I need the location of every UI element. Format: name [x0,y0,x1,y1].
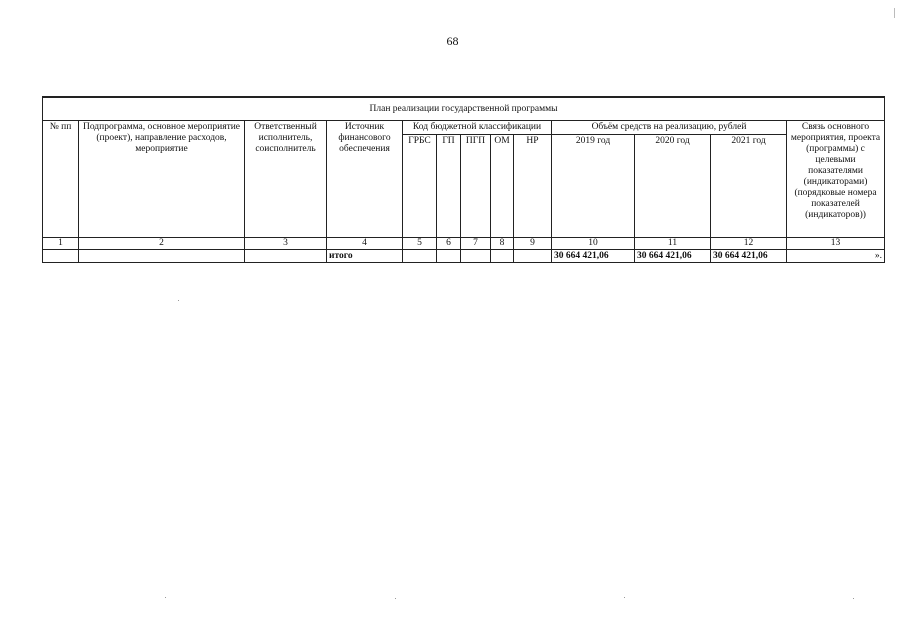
column-number-row [43,238,885,250]
column-number: 13 [787,238,885,250]
column-number: 12 [711,238,787,250]
total-value-2019: 30 664 421,06 [552,250,635,263]
subheader-gp: ГП [437,135,461,238]
total-cell-empty [245,250,327,263]
column-number: 11 [635,238,711,250]
scan-speck [853,598,854,599]
plan-table [42,96,885,263]
column-number: 6 [437,238,461,250]
column-number: 5 [403,238,437,250]
scan-speck [178,300,179,301]
column-number: 2 [79,238,245,250]
column-number: 9 [514,238,552,250]
total-label: итого [327,250,403,263]
total-cell-empty [43,250,79,263]
total-cell-empty [461,250,491,263]
header-budget-code: Код бюджетной классификации [403,121,552,135]
total-value-2021: 30 664 421,06 [711,250,787,263]
column-number: 7 [461,238,491,250]
scan-speck [165,597,166,598]
header-source: Источник финансового обеспечения [327,121,403,238]
column-number: 4 [327,238,403,250]
total-cell-empty [491,250,514,263]
total-value-2020: 30 664 421,06 [635,250,711,263]
subheader-nr: НР [514,135,552,238]
subheader-year-2020: 2020 год [635,135,711,238]
subheader-pgp: ПГП [461,135,491,238]
header-link: Связь основного мероприятия, проекта (программы) с целевыми показателями (индикаторами) (порядковые номера показателей (индикаторов)) [787,121,885,238]
header-num: № пп [43,121,79,238]
column-number: 8 [491,238,514,250]
subheader-om: ОМ [491,135,514,238]
header-subprogram: Подпрограмма, основное мероприятие (проект), направление расходов, мероприятие [79,121,245,238]
total-cell-empty [437,250,461,263]
scan-speck [624,597,625,598]
page-number: 68 [446,34,459,48]
column-number: 3 [245,238,327,250]
scan-edge-mark [894,8,895,18]
header-volume: Объём средств на реализацию, рублей [552,121,787,135]
subheader-year-2019: 2019 год [552,135,635,238]
subheader-grbs: ГРБС [403,135,437,238]
total-cell-empty [514,250,552,263]
table-title: План реализации государственной программы [43,97,885,121]
scan-speck [395,598,396,599]
total-end-mark: ». [787,250,885,263]
column-number: 10 [552,238,635,250]
total-cell-empty [403,250,437,263]
subheader-year-2021: 2021 год [711,135,787,238]
total-cell-empty [79,250,245,263]
total-row [43,250,885,263]
column-number: 1 [43,238,79,250]
header-responsible: Ответственный исполнитель, соисполнитель [245,121,327,238]
